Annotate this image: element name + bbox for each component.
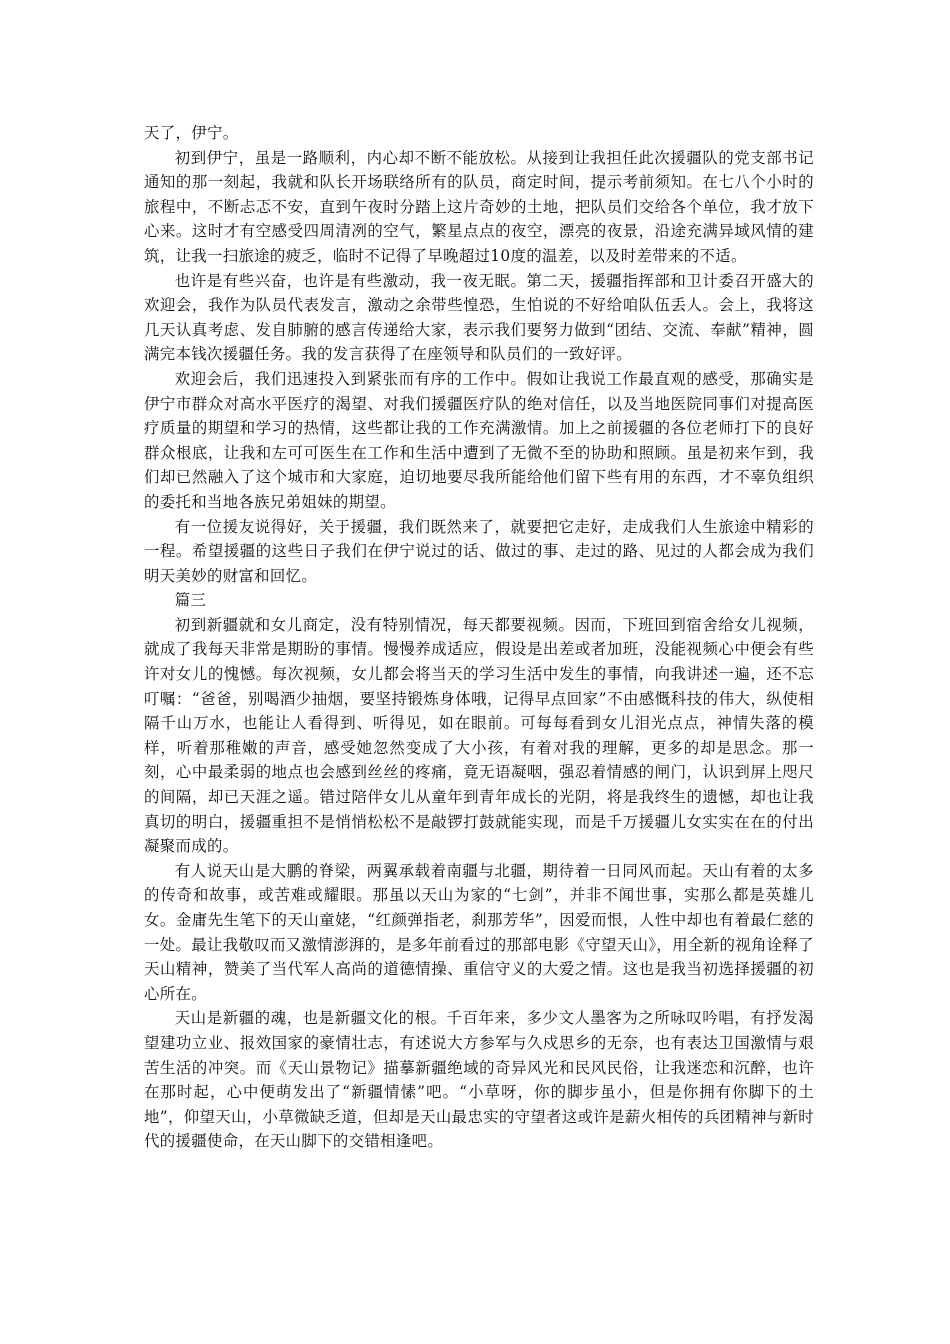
paragraph-tianshan-soul: 天山是新疆的魂，也是新疆文化的根。千百年来，多少文人墨客为之所咏叹吟唱，有抒发渴望建功立业、报效国家的豪情壮志，有述说大方参军与久戍思乡的无奈，也有表达卫国激情与艰苦生活的冲突。而《天山景物记》描摹新疆绝域的奇异风光和民风民俗，让我迷恋和沉醉，也许在那时起，心中便萌发出了“新疆情愫”吧。“小草呀，你的脚步虽小，但是你拥有你脚下的土地”，仰望天山，小草微缺乏道，但却是天山最忠实的守望者这或许是薪火相传的兵团精神与新时代的援疆使命，在天山脚下的交错相逢吧。 (144, 1009, 814, 1151)
paragraph-continuation: 天了，伊宁。 (144, 124, 239, 142)
document-page (144, 121, 814, 1154)
paragraph-daughter-video: 初到新疆就和女儿商定，没有特别情况，每天都要视频。因而，下班回到宿舍给女儿视频，就成了我每天非常是期盼的事情。慢慢养成适应，假设是出差或者加班，没能视频心中便会有些许对女儿的愧憾。每次视频，女儿都会将当天的学习生活中发生的事情，向我讲述一遍，还不忘叮嘱：“爸爸，别喝酒少抽烟，要坚持锻炼身体哦，记得早点回家”不由感慨科技的伟大，纵使相隔千山万水，也能让人看得到、听得见，如在眼前。可每每看到女儿泪光点点，神情失落的模样，听着那稚嫩的声音，感受她忽然变成了大小孩，有着对我的理解，更多的却是思念。那一刻，心中最柔弱的地点也会感到丝丝的疼痛，竟无语凝咽，强忍着情感的闸门，认识到屏上咫尺的间隔，却已天涯之遥。错过陪伴女儿从童年到青年成长的光阴，将是我终生的遗憾，却也让我真切的明白，援疆重担不是悄悄松松不是敲锣打鼓就能实现，而是千万援疆儿女实实在在的付出凝聚而成的。 (144, 615, 814, 856)
paragraph-welcome-meeting: 也许是有些兴奋，也许是有些激动，我一夜无眠。第二天，援疆指挥部和卫计委召开盛大的欢迎会，我作为队员代表发言，激动之余带些惶恐，生怕说的不好给咱队伍丢人。会上，我将这几天认真考虑、发自肺腑的感言传递给大家，表示我们要努力做到“团结、交流、奉献”精神，圆满完本钱次援疆任务。我的发言获得了在座领导和队员们的一致好评。 (144, 271, 814, 364)
section-title: 篇三 (174, 591, 207, 610)
paragraph-work-begins: 欢迎会后，我们迅速投入到紧张而有序的工作中。假如让我说工作最直观的感受，那确实是伊宁市群众对高水平医疗的渴望、对我们援疆医疗队的绝对信任，以及当地医院同事们对提高医疗质量的期望和学习的热情，这些都让我的工作充满激情。加上之前援疆的各位老师打下的良好群众根底，让我和左可可医生在工作和生活中遭到了无微不至的协助和照顾。虽是初来乍到，我们却已然融入了这个城市和大家庭，迫切地要尽我所能给他们留下些有用的东西，才不辜负组织的委托和当地各族兄弟姐妹的期望。 (144, 369, 814, 511)
paragraph-journey-reflection: 有一位援友说得好，关于援疆，我们既然来了，就要把它走好，走成我们人生旅途中精彩的一程。希望援疆的这些日子我们在伊宁说过的话、做过的事、走过的路、见过的人都会成为我们明天美妙的财富和回忆。 (144, 517, 814, 585)
paragraph-tianshan-legend: 有人说天山是大鹏的脊梁，两翼承载着南疆与北疆，期待着一日同风而起。天山有着的太多的传奇和故事，或苦难或耀眼。那虽以天山为家的“七剑”，并非不闻世事，实那么都是英雄儿女。金庸先生笔下的天山童姥，“红颜弹指老，刹那芳华”，因爱而恨，人性中却也有着最仁慈的一处。最让我敬叹而又激情澎湃的，是多年前看过的那部电影《守望天山》，用全新的视角诠释了天山精神，赞美了当代军人高尚的道德情操、重信守义的大爱之情。这也是我当初选择援疆的初心所在。 (144, 861, 814, 1003)
paragraph-arrival-yining: 初到伊宁，虽是一路顺利，内心却不断不能放松。从接到让我担任此次援疆队的党支部书记通知的那一刻起，我就和队长开场联络所有的队员，商定时间，提示考前须知。在七八个小时的旅程中，不断忐忑不安，直到午夜时分踏上这片奇妙的土地，把队员们交给各个单位，我才放下心来。这时才有空感受四周清冽的空气，繁星点点的夜空，漂亮的夜景，沿途充满异域风情的建筑，让我一扫旅途的疲乏，临时不记得了早晚超过10度的温差，以及时差带来的不适。 (144, 148, 814, 265)
